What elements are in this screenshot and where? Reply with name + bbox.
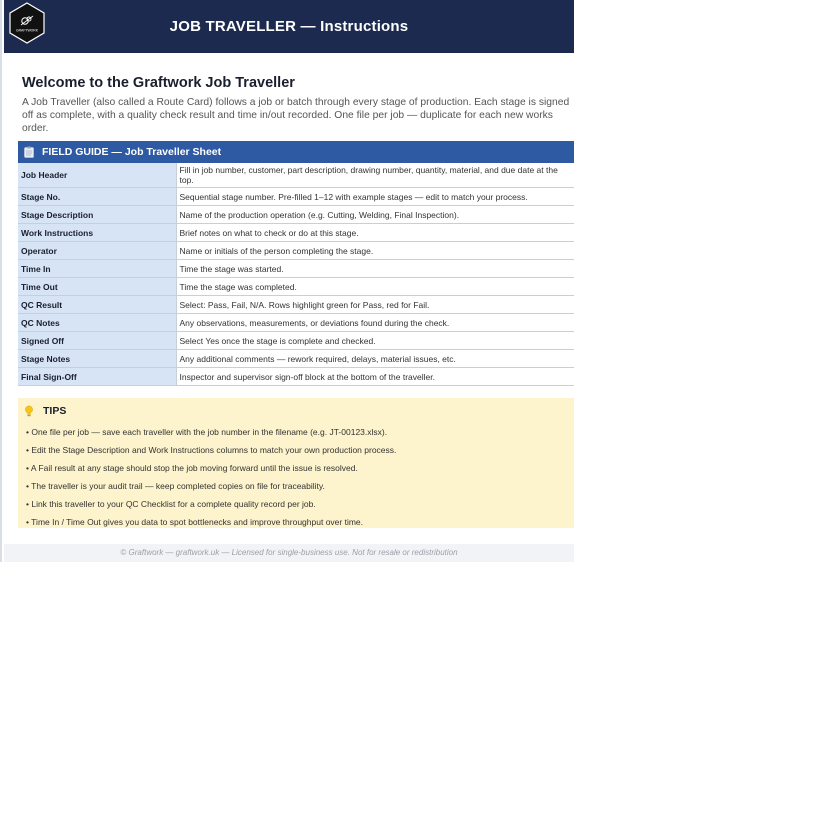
table-row xyxy=(18,296,574,314)
field-label: Stage No. xyxy=(18,188,176,206)
field-description: Any observations, measurements, or deviations found during the check. xyxy=(176,314,574,332)
field-label: Operator xyxy=(18,242,176,260)
tips-title: TIPS xyxy=(43,405,67,417)
lightbulb-icon xyxy=(24,405,34,417)
table-row xyxy=(18,368,574,386)
clipboard-icon xyxy=(24,146,34,158)
field-guide-title: FIELD GUIDE — Job Traveller Sheet xyxy=(42,146,222,158)
table-row xyxy=(18,206,574,224)
field-guide xyxy=(18,141,574,386)
field-guide-header xyxy=(18,141,574,163)
field-guide-table xyxy=(18,163,574,386)
table-row xyxy=(18,332,574,350)
table-row xyxy=(18,188,574,206)
table-row xyxy=(18,242,574,260)
tip-item: • The traveller is your audit trail — keep completed copies on file for traceability. xyxy=(26,481,325,491)
logo-wordmark: GRAFTWORK xyxy=(15,28,39,33)
license-footer: © Graftwork — graftwork.uk — Licensed for single-business use. Not for resale or redistribution xyxy=(4,544,574,562)
field-description: Time the stage was completed. xyxy=(176,278,574,296)
tips-list xyxy=(26,423,396,531)
tips-box xyxy=(18,398,574,528)
tip-item: • Link this traveller to your QC Checklist for a complete quality record per job. xyxy=(26,499,316,509)
field-label: QC Notes xyxy=(18,314,176,332)
field-description: Brief notes on what to check or do at this stage. xyxy=(176,224,574,242)
table-row xyxy=(18,163,574,188)
field-label: QC Result xyxy=(18,296,176,314)
tip-item: • Edit the Stage Description and Work Instructions columns to match your own production process. xyxy=(26,445,397,455)
field-description: Inspector and supervisor sign-off block at the bottom of the traveller. xyxy=(176,368,574,386)
field-label: Stage Description xyxy=(18,206,176,224)
tips-header xyxy=(24,405,66,417)
welcome-heading: Welcome to the Graftwork Job Traveller xyxy=(22,75,295,91)
field-description: Name or initials of the person completing the stage. xyxy=(176,242,574,260)
field-description: Any additional comments — rework required, delays, material issues, etc. xyxy=(176,350,574,368)
table-row xyxy=(18,314,574,332)
table-row xyxy=(18,278,574,296)
field-label: Job Header xyxy=(18,163,176,188)
field-description: Sequential stage number. Pre-filled 1–12 with example stages — edit to match your process. xyxy=(176,188,574,206)
field-label: Work Instructions xyxy=(18,224,176,242)
tip-item: • Time In / Time Out gives you data to spot bottlenecks and improve throughput over time. xyxy=(26,517,364,527)
page-title: JOB TRAVELLER — Instructions xyxy=(169,18,409,35)
welcome-text: A Job Traveller (also called a Route Card) follows a job or batch through every stage of production. Each stage is signed off as complete, with a quality check result and time in/out recorded. One file per job — duplicate for each new works order. xyxy=(22,97,570,134)
instructions-sheet xyxy=(0,0,572,562)
field-description: Select Yes once the stage is complete and checked. xyxy=(176,332,574,350)
title-banner xyxy=(4,0,574,53)
table-row xyxy=(18,350,574,368)
field-description: Name of the production operation (e.g. Cutting, Welding, Final Inspection). xyxy=(176,206,574,224)
field-label: Signed Off xyxy=(18,332,176,350)
tip-item: • One file per job — save each traveller with the job number in the filename (e.g. JT-00123.xlsx). xyxy=(26,427,388,437)
field-label: Final Sign-Off xyxy=(18,368,176,386)
field-label: Stage Notes xyxy=(18,350,176,368)
field-description: Select: Pass, Fail, N/A. Rows highlight green for Pass, red for Fail. xyxy=(176,296,574,314)
table-row xyxy=(18,260,574,278)
tip-item: • A Fail result at any stage should stop the job moving forward until the issue is resolved. xyxy=(26,463,358,473)
field-description: Fill in job number, customer, part description, drawing number, quantity, material, and due date at the top. xyxy=(176,163,574,188)
field-description: Time the stage was started. xyxy=(176,260,574,278)
table-row xyxy=(18,224,574,242)
field-label: Time In xyxy=(18,260,176,278)
field-label: Time Out xyxy=(18,278,176,296)
